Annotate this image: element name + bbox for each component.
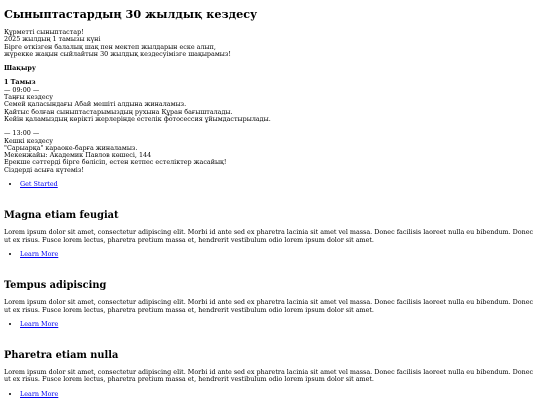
article-title: Tempus adipiscing [4,280,107,292]
article-links [4,321,536,328]
invitation-section [4,8,536,188]
invite-line: 2025 жылдың 1 тамызы күні [4,35,101,44]
article-title: Pharetra etiam nulla [4,350,119,362]
evening-name: Кешкі кездесу [4,136,54,145]
article-title: Magna etiam feugiat [4,210,119,222]
page-title: Сыныптастардың 30 жылдық кездесу [4,7,258,21]
list-item [20,391,536,398]
morning-name: Таңғы кездесу [4,93,53,102]
learn-more-link[interactable]: Learn More [20,249,59,258]
morning-line: Семей қаласындағы Абай мешіті алдына жиналамыз. [4,100,187,109]
article-magna [4,210,536,258]
article-body: Lorem ipsum dolor sit amet, consectetur adipiscing elit. Morbi id ante sed ex pharetra lacinia sit amet vel massa. Donec facilisis laoreet nulla eu bibendum. Donec ut ex risus. Fusce lorem lectus, pharetra pretium massa et, hendrerit vestibulum odio lorem ipsum dolor sit amet. [4,298,534,314]
learn-more-link[interactable]: Learn More [20,389,59,398]
list-item [20,251,536,258]
article-links [4,391,536,398]
list-item [20,181,536,188]
invite-line: Құрметті сыныптастар! [4,28,84,36]
evening-line: Мекенжайы: Академик Павлов көшесі, 144 [4,151,152,160]
invite-line: жүрекке жақын сыйлайтын 30 жылдық кездесуімізге шақырамыз! [4,49,231,58]
article-body: Lorem ipsum dolor sit amet, consectetur adipiscing elit. Morbi id ante sed ex pharetra lacinia sit amet vel massa. Donec facilisis laoreet nulla eu bibendum. Donec ut ex risus. Fusce lorem lectus, pharetra pretium massa et, hendrerit vestibulum odio lorem ipsum dolor sit amet. [4,368,534,384]
get-started-link[interactable]: Get Started [20,180,58,189]
morning-line: Кейін қаламыздың көрікті жерлерінде естелік фотосессия ұйымдастырылады. [4,114,271,123]
list-item [20,321,536,328]
schedule-date: 1 Тамыз [4,78,36,87]
morning-time: — 09:00 — [4,85,40,94]
article-tempus [4,280,536,328]
invite-line: Бірге өткізген балалық шақ пен мектеп жылдарын еске алып, [4,42,216,51]
morning-line: Қайтыс болған сыныптастарымыздың рухына Құран бағышталады. [4,107,233,116]
schedule-block [4,79,536,174]
invite-text [4,29,536,58]
article-pharetra [4,350,536,398]
schedule-heading: Шақыру [4,64,36,73]
evening-line: Сіздерді асыға күтеміз! [4,165,84,174]
article-body: Lorem ipsum dolor sit amet, consectetur adipiscing elit. Morbi id ante sed ex pharetra lacinia sit amet vel massa. Donec facilisis laoreet nulla eu bibendum. Donec ut ex risus. Fusce lorem lectus, pharetra pretium massa et, hendrerit vestibulum odio lorem ipsum dolor sit amet. [4,228,534,244]
learn-more-link[interactable]: Learn More [20,319,59,328]
evening-line: "Сарыарқа" караоке-барға жиналамыз. [4,143,138,152]
cta-list [4,181,536,188]
spacer [4,123,536,130]
article-links [4,251,536,258]
evening-time: — 13:00 — [4,129,40,138]
evening-line: Ерекше сәттерді бірге бөлісіп, естен кетпес естеліктер жасайық! [4,158,227,167]
